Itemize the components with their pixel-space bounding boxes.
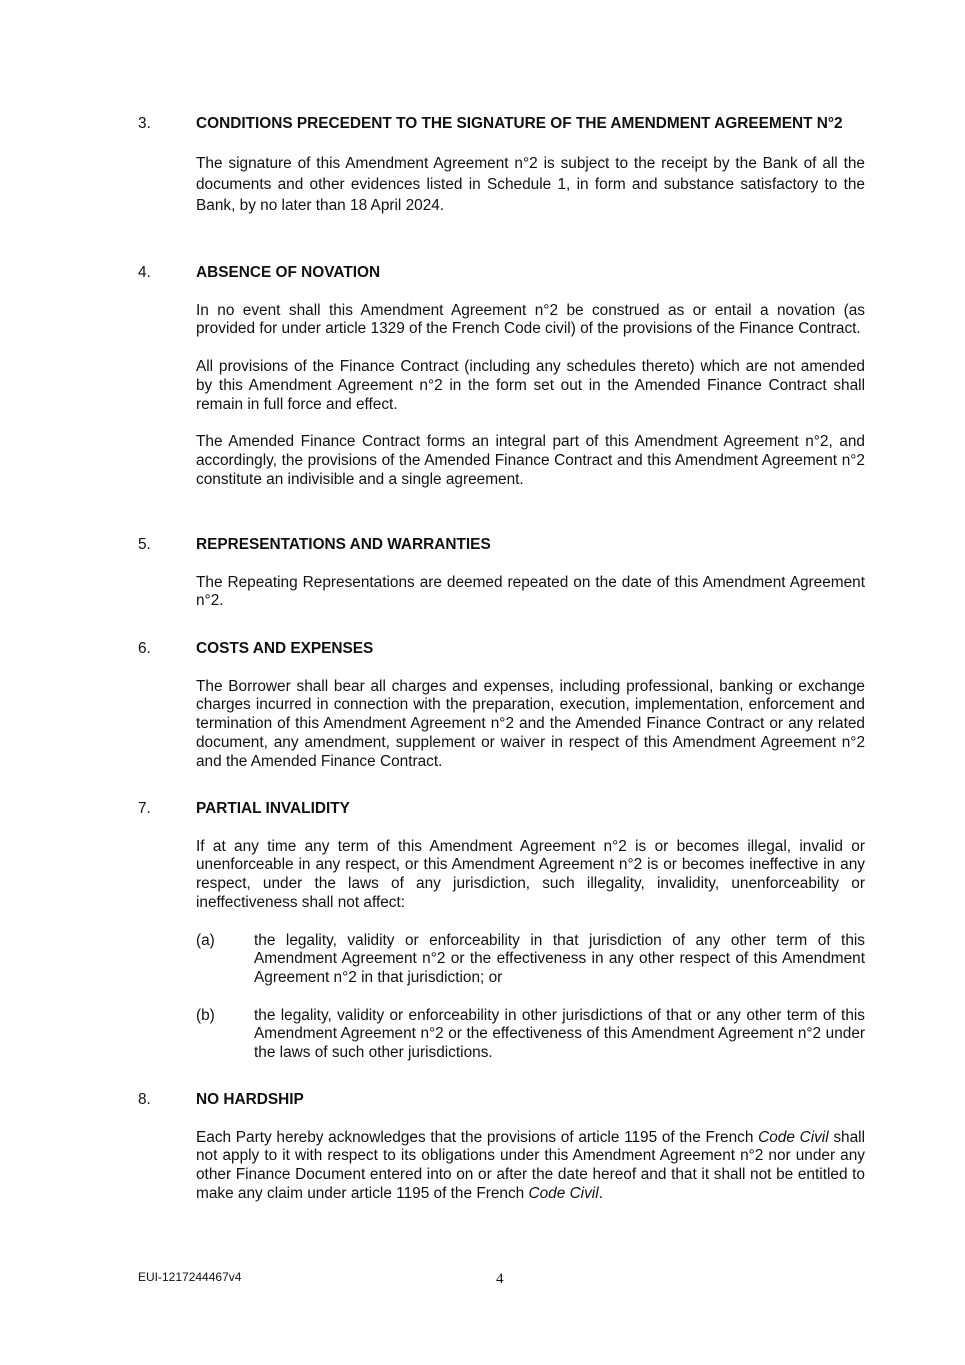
section-paragraph: The Repeating Representations are deemed repeated on the date of this Amendment Agreement n°2.	[196, 573, 865, 610]
document-reference: EUI-1217244467v4	[138, 1270, 242, 1284]
section-paragraph: The Amended Finance Contract forms an integral part of this Amendment Agreement n°2, and accordingly, the provisions of the Amended Finance Contract and this Amendment Agreement n°2 constitute an indivisible and a single agreement.	[196, 433, 865, 488]
section-paragraph: If at any time any term of this Amendment Agreement n°2 is or becomes illegal, invalid or unenforceable in any respect, or this Amendment Agreement n°2 is or becomes ineffective in any respect, under the laws of any jurisdiction, such illegality, invalidity, unenforceability or ineffectiveness shall not affect:	[196, 837, 865, 911]
section-paragraph: The signature of this Amendment Agreement n°2 is subject to the receipt by the Bank of all the documents and other evidences listed in Schedule 1, in form and substance satisfactory to the Bank, by no later than 18 April 2024.	[196, 154, 865, 214]
section-8	[138, 1091, 865, 1204]
list-item	[196, 932, 865, 988]
section-title: REPRESENTATIONS AND WARRANTIES	[196, 536, 491, 553]
section-heading	[138, 536, 865, 555]
section-paragraph	[196, 1129, 865, 1204]
section-heading	[138, 640, 865, 659]
section-number: 8.	[138, 1091, 151, 1108]
section-title: COSTS AND EXPENSES	[196, 640, 374, 657]
section-paragraph: All provisions of the Finance Contract (including any schedules thereto) which are not amended by this Amendment Agreement n°2 in the form set out in the Amended Finance Contract shall remain in full force and effect.	[196, 358, 865, 413]
section-3	[138, 115, 865, 216]
italic-text-run: Code Civil	[528, 1184, 599, 1202]
section-6	[138, 640, 865, 771]
section-number: 3.	[138, 115, 151, 132]
page-number: 4	[496, 1271, 504, 1287]
section-title: ABSENCE OF NOVATION	[196, 264, 381, 281]
section-title: CONDITIONS PRECEDENT TO THE SIGNATURE OF THE AMENDMENT AGREEMENT N°2	[196, 115, 843, 132]
section-paragraph: The Borrower shall bear all charges and expenses, including professional, banking or exchange charges incurred in connection with the preparation, execution, implementation, enforcement and termination of this Amendment Agreement n°2 and the Amended Finance Contract or any related document, any amendment, supplement or waiver in respect of this Amendment Agreement n°2 and the Amended Finance Contract.	[196, 677, 865, 770]
section-7	[138, 800, 865, 1063]
section-title: NO HARDSHIP	[196, 1091, 304, 1108]
italic-text-run: Code Civil	[758, 1128, 829, 1146]
section-title: PARTIAL INVALIDITY	[196, 800, 350, 817]
section-heading	[138, 800, 865, 819]
list-item-label: (a)	[196, 931, 215, 949]
text-run: .	[598, 1184, 603, 1202]
section-4	[138, 264, 865, 489]
section-number: 4.	[138, 264, 151, 281]
list-item-text: the legality, validity or enforceability in that jurisdiction of any other term of this Amendment Agreement n°2 or the effectiveness in any other respect of this Amendment Agreement n°2 in that jurisdiction; or	[254, 931, 865, 986]
section-heading	[138, 264, 865, 283]
text-run: shall not apply to it with respect to its obligations under this Amendment Agreement n°2 nor under any other Finance Document entered into on or after the date hereof and that it shall not be entitled to make any claim under article 1195 of the French	[196, 1128, 866, 1202]
list-item-text: the legality, validity or enforceability in other jurisdictions of that or any other term of this Amendment Agreement n°2 or the effectiveness of this Amendment Agreement n°2 under the laws of such other jurisdictions.	[254, 1006, 865, 1062]
section-paragraph: In no event shall this Amendment Agreement n°2 be construed as or entail a novation (as provided for under article 1329 of the French Code civil) of the provisions of the Finance Contract.	[196, 301, 865, 338]
section-5	[138, 536, 865, 611]
section-number: 7.	[138, 800, 151, 817]
section-number: 5.	[138, 536, 151, 553]
section-heading	[138, 1091, 865, 1110]
text-run: Each Party hereby acknowledges that the provisions of article 1195 of the French	[196, 1128, 759, 1146]
list-item	[196, 1007, 865, 1063]
section-number: 6.	[138, 640, 151, 657]
list-item-label: (b)	[196, 1006, 215, 1024]
section-heading	[138, 115, 865, 134]
